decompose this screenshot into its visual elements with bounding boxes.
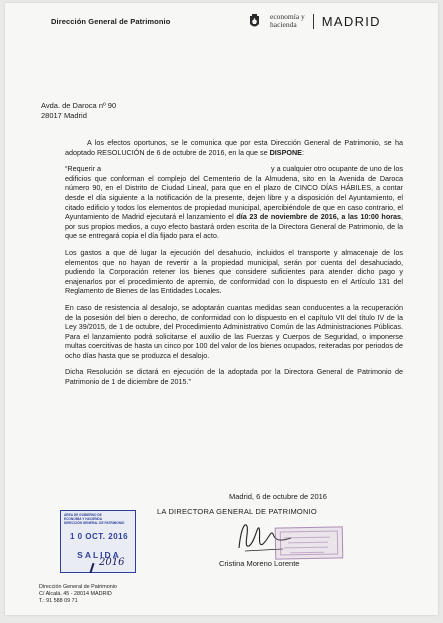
recipient-address: Avda. de Daroca nº 90 28017 Madrid: [41, 101, 117, 120]
signer-name: Cristina Moreno Lorente: [219, 559, 300, 568]
letter-body: [65, 138, 403, 394]
letterhead: [249, 13, 381, 29]
stamp-date: 1 0 OCT. 2016: [69, 532, 129, 541]
registry-stamp: ÁREA DE GOBIERNO DE ECONOMÍA Y HACIENDA DIRECCIÓN GENERAL DE PATRIMONIO 1 0 OCT. 2016 SALIDA 2016: [60, 510, 136, 573]
closing-paragraph: Dicha Resolución se dictará en ejecución de la adoptada por la Directora General de Patrimonio de Patrimonio de 1 de diciembre de 2015.”: [65, 367, 403, 387]
costs-paragraph: Los gastos a que dé lugar la ejecución del desahucio, incluidos el transporte y almacenaje de los elementos que no hayan de revertir a la propiedad municipal, serán por cuenta del desahuciado, pudiendo la Corporación retener los bienes que considere suficientes para atender dicho pago y enajenarlos por el procedimiento de apremio, de conformidad con lo dispuesto en el Artículo 131 del Reglamento de Bienes de las Entidades Locales.: [65, 247, 403, 296]
letter-page: [5, 3, 438, 615]
resistance-paragraph: En caso de resistencia al desalojo, se adoptarán cuantas medidas sean conducentes a la recuperación de la posesión del bien o derecho, de conformidad con lo dispuesto en el capítulo VII del título IV de la Ley 39/2015, de 1 de octubre, del Procedimiento Administrativo Común de las Administraciones Públicas. Para el lanzamiento podrá solicitarse el auxilio de las Fuerzas y Cuerpos de Seguridad, o imponerse multas coercitivas de hasta un cinco por 100 del valor de los bienes ocupados, reiteradas por periodos de ocho días hasta que se produzca el desalojo.: [65, 302, 403, 360]
madrid-crest-icon: [249, 14, 260, 29]
stamp-handwritten-number: 2016: [99, 557, 125, 568]
intro-paragraph: A los efectos oportunos, se le comunica que por esta Dirección General de Patrimonio, se ha adoptado RESOLUCIÓN de 6 de octubre de 2016, en la que se DISPONE:: [65, 138, 403, 157]
official-seal: [275, 526, 344, 559]
requirement-paragraph: “Requerir a y a cualquier otro ocupante de uno de los edificios que conforman el complejo del Cementerio de la Almudena, sito en la Avenida de Daroca número 90, en el Distrito de Ciudad Lineal, para que en el plazo de CINCO DÍAS HÁBILES, a contar desde el día siguiente a la notificación de la presente, dejen libre y a disposición del Ayuntamiento, el citado edificio y todos los elementos de propiedad municipal, apercibiéndole de que en caso contrario, el Ayuntamiento de Madrid ejecutará el lanzamiento el día 23 de noviembre de 2016, a las 10:00 horas, por sus propios medios, a cuyo efecto bastará orden escrita de la Directora General de Patrimonio, de la que se entregará copia el día fijado para el acto.: [65, 164, 404, 241]
footer-contact: Dirección General de Patrimonio C/ Alcalá, 45 - 28014 MADRID T.: 91 588 09 71: [39, 584, 117, 604]
letterhead-divider: [313, 14, 314, 29]
stamp-type: SALIDA: [77, 550, 121, 560]
signing-date: Madrid, 6 de octubre de 2016: [229, 492, 327, 501]
signer-title: LA DIRECTORA GENERAL DE PATRIMONIO: [157, 507, 317, 516]
department-name: economía y hacienda: [270, 12, 305, 29]
city-name: MADRID: [321, 13, 381, 29]
office-heading: Dirección General de Patrimonio: [51, 17, 171, 26]
